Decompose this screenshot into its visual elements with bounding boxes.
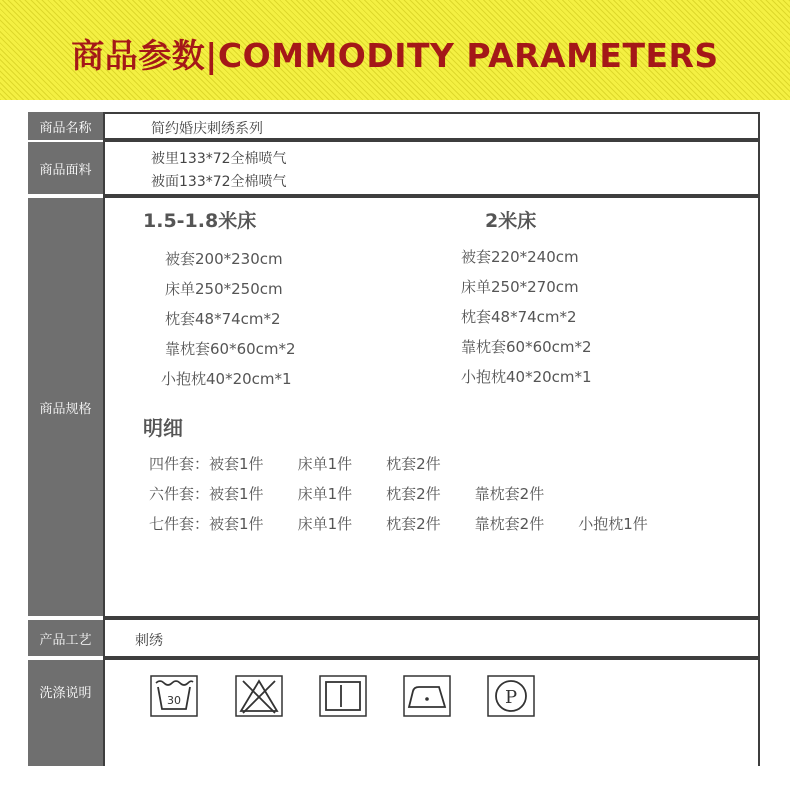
detail-set-name: 六件套：: [149, 485, 210, 503]
label-product-name: 商品名称: [28, 112, 103, 140]
detail-row: [149, 453, 475, 474]
detail-part: 靠枕套2件: [474, 515, 545, 533]
detail-row: [149, 483, 578, 504]
fabric-line: 被面133*72全棉喷气: [151, 174, 287, 190]
detail-row: [149, 513, 682, 534]
fabric-line: 被里133*72全棉喷气: [151, 151, 287, 167]
page-title: 商品参数|COMMODITY PARAMETERS: [71, 36, 719, 75]
wash-30-icon: [150, 675, 198, 717]
detail-part: 床单1件: [297, 515, 353, 533]
size-heading: 2米床: [485, 210, 537, 232]
detail-part: 小抱枕1件: [578, 515, 648, 533]
cell-fabric: [103, 140, 760, 196]
spec-item: 枕套48*74cm*2: [461, 308, 577, 326]
tumble-dry-icon: [319, 675, 367, 717]
detail-part: 被套1件: [209, 485, 264, 503]
no-bleach-icon: [235, 675, 283, 717]
detail-set-name: 四件套：: [149, 455, 210, 473]
detail-part: 枕套2件: [386, 515, 441, 533]
detail-part: 枕套2件: [386, 485, 441, 503]
spec-item: 靠枕套60*60cm*2: [461, 338, 592, 356]
label-fabric: 商品面料: [28, 142, 103, 194]
size-heading: 1.5-1.8米床: [143, 210, 257, 232]
cell-product-name: [103, 112, 760, 140]
spec-item: 被套200*230cm: [165, 250, 283, 268]
label-spec: 商品规格: [28, 198, 103, 616]
detail-part: 被套1件: [209, 455, 264, 473]
craft-value: 刺绣: [135, 633, 163, 649]
spec-item: 小抱枕40*20cm*1: [461, 368, 592, 386]
spec-item: 床单250*250cm: [165, 280, 283, 298]
dry-clean-letter: P: [504, 687, 518, 708]
dry-clean-p-icon: [487, 675, 535, 717]
label-craft: 产品工艺: [28, 620, 103, 656]
detail-set-name: 七件套：: [149, 515, 210, 533]
detail-part: 床单1件: [297, 455, 353, 473]
label-care: 洗涤说明: [28, 660, 103, 766]
detail-title: 明细: [143, 416, 183, 440]
iron-low-icon: [403, 675, 451, 717]
detail-part: 枕套2件: [386, 455, 441, 473]
parameter-table: [28, 112, 760, 766]
spec-item: 小抱枕40*20cm*1: [161, 370, 292, 388]
detail-part: 床单1件: [297, 485, 353, 503]
detail-part: 被套1件: [209, 515, 264, 533]
wash-temp: 30: [167, 694, 181, 707]
spec-item: 被套220*240cm: [461, 248, 579, 266]
spec-item: 床单250*270cm: [461, 278, 579, 296]
spec-item: 枕套48*74cm*2: [165, 310, 281, 328]
header-banner: [0, 0, 790, 100]
detail-part: 靠枕套2件: [474, 485, 545, 503]
spec-item: 靠枕套60*60cm*2: [165, 340, 296, 358]
cell-craft: [103, 618, 760, 658]
product-name-value: 简约婚庆刺绣系列: [151, 121, 263, 137]
cell-spec: [103, 196, 760, 618]
